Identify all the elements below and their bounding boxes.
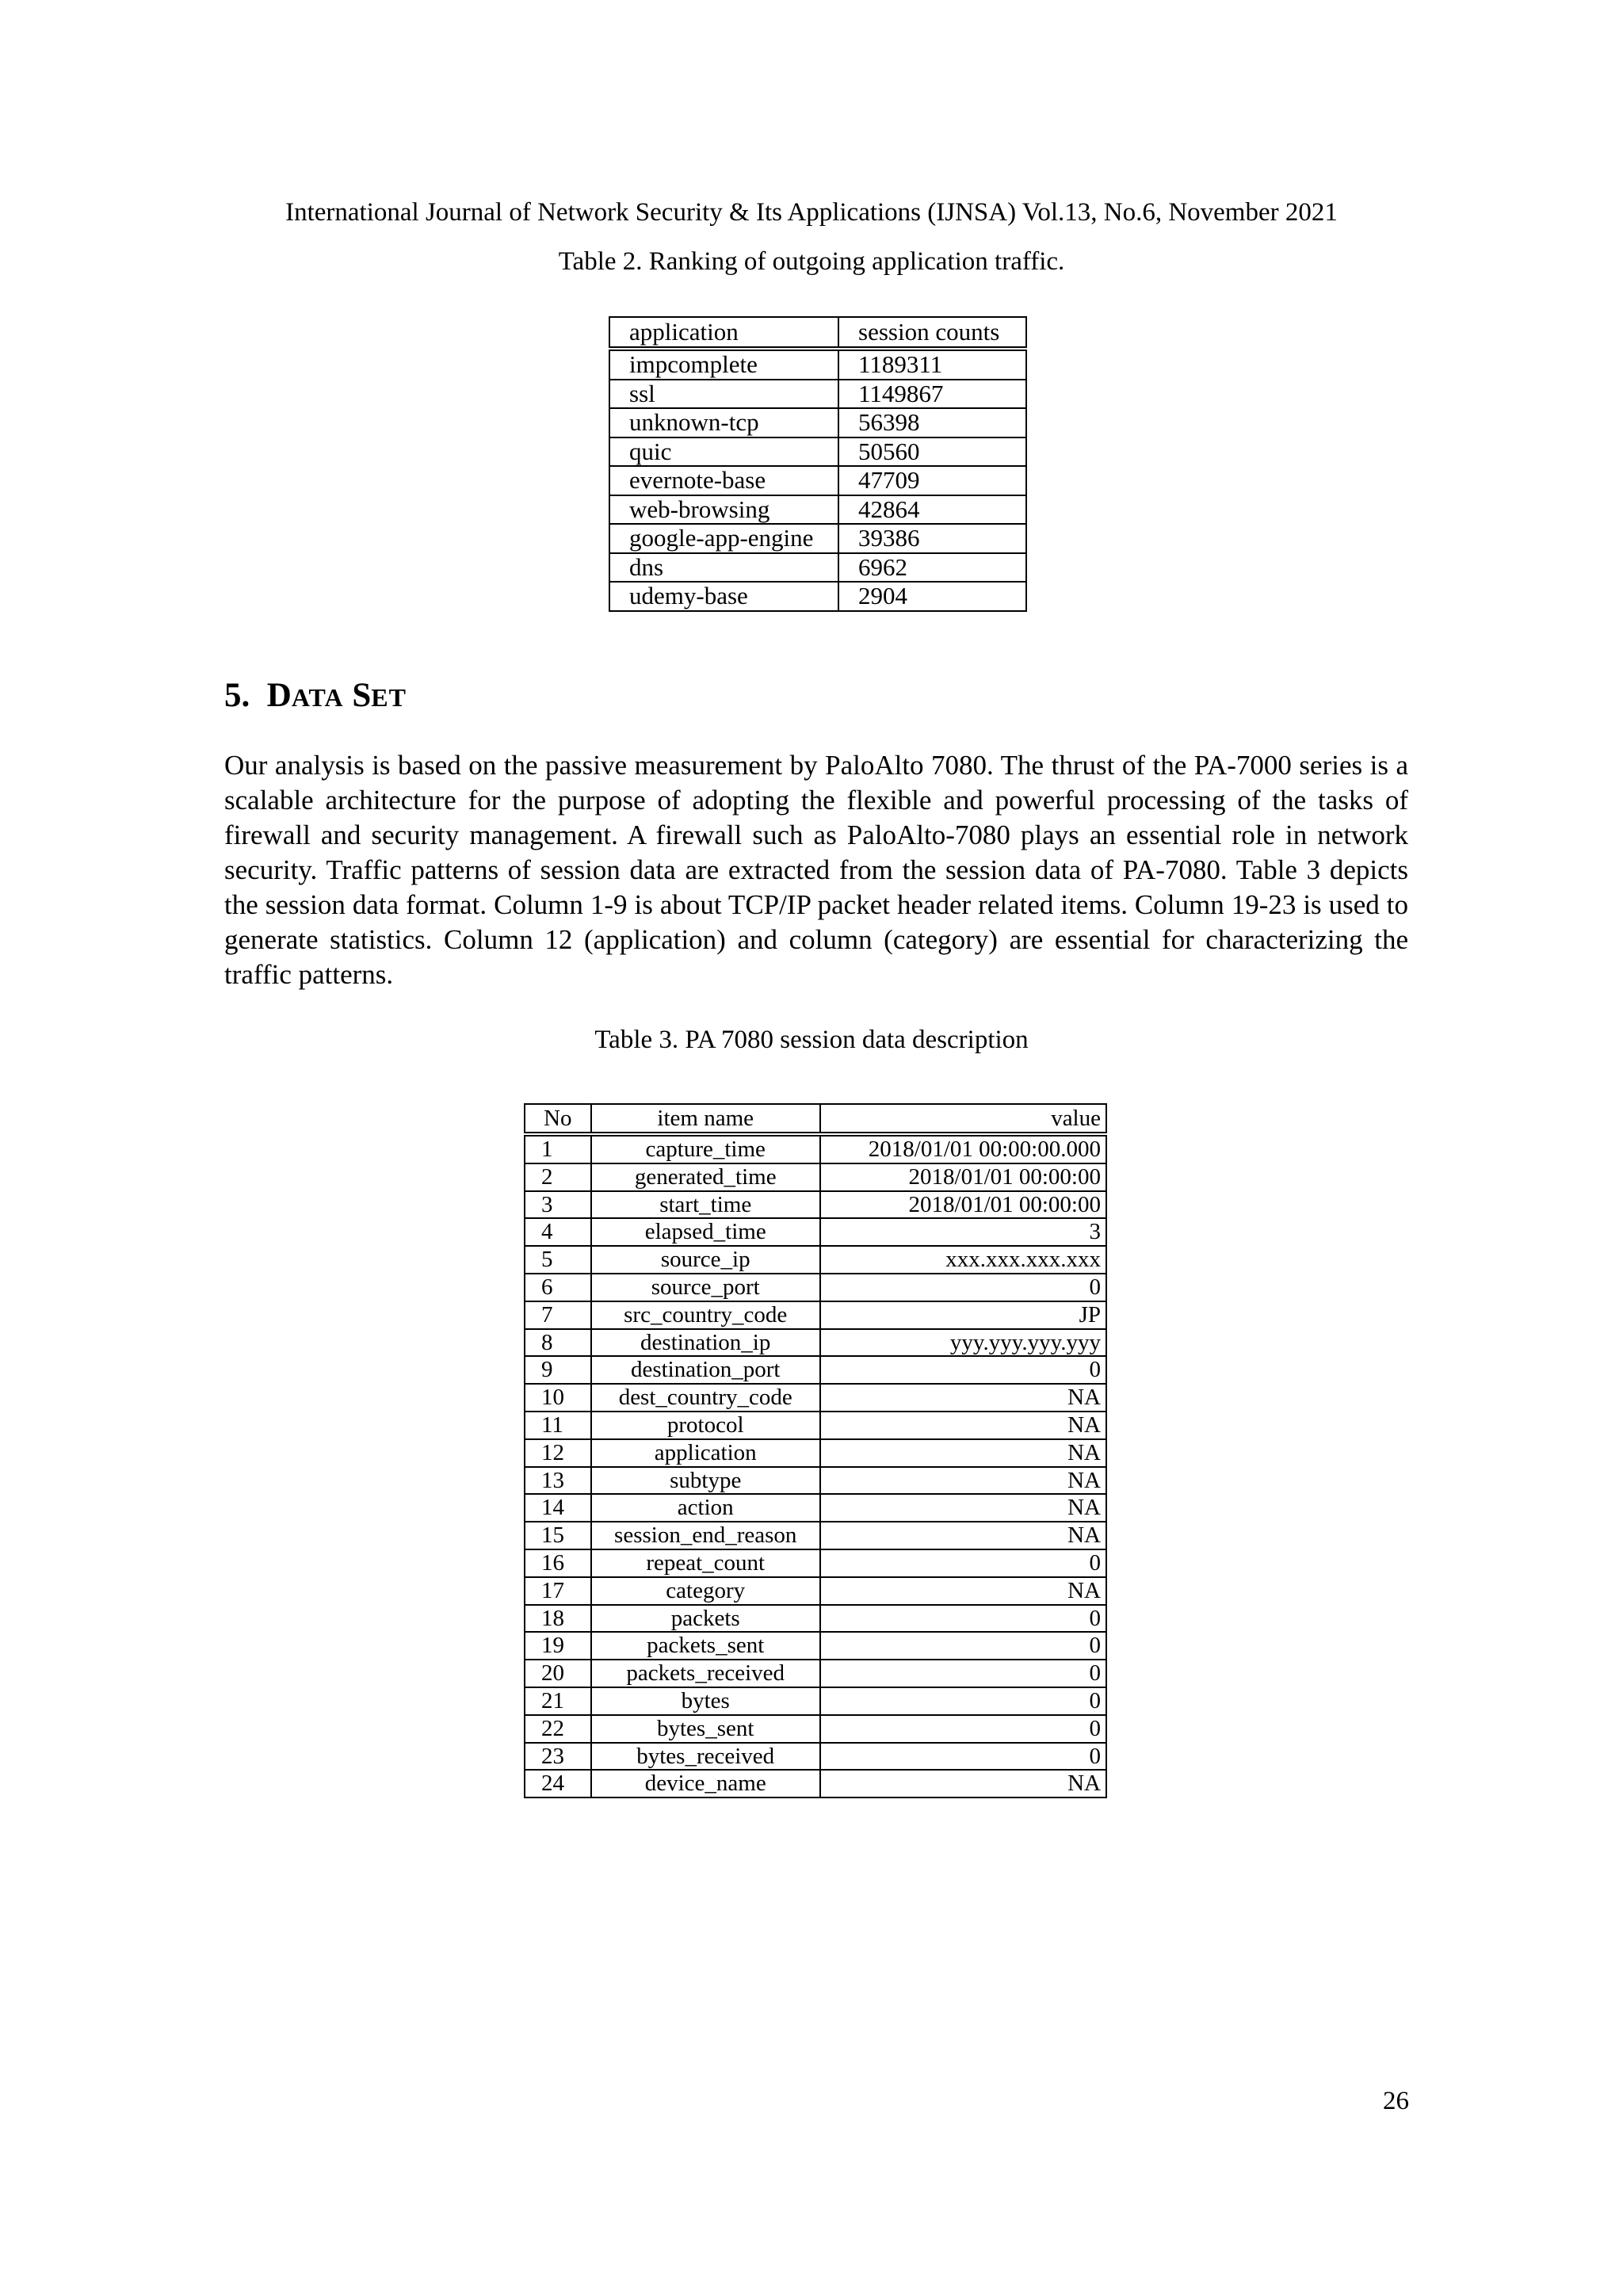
table3-cell-no: 15 [525, 1522, 591, 1549]
table3-cell-value: NA [820, 1439, 1106, 1467]
table-row [609, 408, 1026, 437]
section-title-rest-et: ET [371, 683, 407, 712]
table3-cell-no: 1 [525, 1134, 591, 1163]
table3-cell-value: 0 [820, 1632, 1106, 1660]
section-number: 5. [224, 677, 250, 714]
table3-caption: Table 3. PA 7080 session data description [594, 1026, 1029, 1054]
table2-body [609, 349, 1026, 611]
table3-header-item-name: item name [591, 1104, 820, 1134]
table-row [609, 349, 1026, 380]
table3-cell-item-name: protocol [591, 1412, 820, 1439]
table3-cell-item-name: packets_sent [591, 1632, 820, 1660]
table-row [525, 1191, 1106, 1219]
table3-cell-no: 9 [525, 1356, 591, 1384]
table3-cell-value: 0 [820, 1660, 1106, 1687]
table3-cell-value: 0 [820, 1605, 1106, 1633]
table3-cell-no: 16 [525, 1549, 591, 1577]
table-row [525, 1274, 1106, 1301]
table2-cell-session-count: 1149867 [838, 380, 1026, 409]
table3-cell-item-name: category [591, 1577, 820, 1605]
table3-cell-no: 8 [525, 1329, 591, 1357]
table3-cell-value: 0 [820, 1549, 1106, 1577]
table-row [609, 524, 1026, 553]
table3-cell-no: 19 [525, 1632, 591, 1660]
table3-cell-no: 20 [525, 1660, 591, 1687]
table3-cell-item-name: source_port [591, 1274, 820, 1301]
table3-cell-item-name: capture_time [591, 1134, 820, 1163]
table2-cell-session-count: 1189311 [838, 349, 1026, 380]
section-title [224, 674, 407, 720]
table3-cell-value: 0 [820, 1715, 1106, 1743]
table2-header-application: application [609, 317, 838, 349]
table2-cell-application: evernote-base [609, 466, 838, 495]
table3-cell-value: NA [820, 1522, 1106, 1549]
table3-cell-no: 17 [525, 1577, 591, 1605]
table3-cell-no: 21 [525, 1687, 591, 1715]
table3-cell-no: 2 [525, 1163, 591, 1191]
table3-cell-item-name: packets_received [591, 1660, 820, 1687]
table-row [525, 1770, 1106, 1797]
table-row [525, 1660, 1106, 1687]
table2-cell-application: web-browsing [609, 495, 838, 525]
table-row [525, 1632, 1106, 1660]
table2-cell-application: impcomplete [609, 349, 838, 380]
table3-cell-value: NA [820, 1412, 1106, 1439]
table2-cell-application: google-app-engine [609, 524, 838, 553]
table2-cell-session-count: 56398 [838, 408, 1026, 437]
table3-cell-value: 0 [820, 1743, 1106, 1771]
table3-cell-no: 23 [525, 1743, 591, 1771]
table3-session-data-description [524, 1103, 1107, 1798]
table-row [525, 1218, 1106, 1246]
table2-cell-session-count: 39386 [838, 524, 1026, 553]
table3-cell-item-name: packets [591, 1605, 820, 1633]
table-row [525, 1549, 1106, 1577]
table3-cell-no: 11 [525, 1412, 591, 1439]
page-number: 26 [1383, 2087, 1409, 2115]
table3-cell-no: 5 [525, 1246, 591, 1274]
table3-cell-value: JP [820, 1301, 1106, 1329]
table3-cell-value: 0 [820, 1687, 1106, 1715]
table3-cell-value: xxx.xxx.xxx.xxx [820, 1246, 1106, 1274]
table3-cell-no: 10 [525, 1384, 591, 1412]
table2-cell-application: unknown-tcp [609, 408, 838, 437]
table2-cell-session-count: 47709 [838, 466, 1026, 495]
table-row [525, 1467, 1106, 1495]
table2-cell-application: udemy-base [609, 582, 838, 611]
table3-cell-value: yyy.yyy.yyy.yyy [820, 1329, 1106, 1357]
table-row [525, 1687, 1106, 1715]
table-row [525, 1412, 1106, 1439]
table3-cell-item-name: bytes_sent [591, 1715, 820, 1743]
table3-cell-item-name: src_country_code [591, 1301, 820, 1329]
body-paragraph: Our analysis is based on the passive measurement by PaloAlto 7080. The thrust of the PA-7000 series is a scalable architecture for the purpose of adopting the flexible and powerful processing of the tasks of firewall and security management. A firewall such as PaloAlto-7080 plays an essential role in network security. Traffic patterns of session data are extracted from the session data of PA-7080. Table 3 depicts the session data format. Column 1-9 is about TCP/IP packet header related items. Column 19-23 is used to generate statistics. Column 12 (application) and column (category) are essential for characterizing the traffic patterns. [224, 750, 1408, 990]
table-row [525, 1384, 1106, 1412]
table3-body [525, 1134, 1106, 1797]
table3-cell-value: NA [820, 1494, 1106, 1522]
table3-cell-item-name: dest_country_code [591, 1384, 820, 1412]
table-row [525, 1494, 1106, 1522]
table3-cell-value: 0 [820, 1274, 1106, 1301]
table3-cell-item-name: action [591, 1494, 820, 1522]
table2-header-row [609, 317, 1026, 349]
journal-header: International Journal of Network Security & Its Applications (IJNSA) Vol.13, No.6, November 2021 [285, 198, 1338, 227]
table3-cell-item-name: elapsed_time [591, 1218, 820, 1246]
table-row [525, 1522, 1106, 1549]
table-row [609, 495, 1026, 525]
table3-header-row [525, 1104, 1106, 1134]
table-row [525, 1605, 1106, 1633]
table2-cell-session-count: 50560 [838, 437, 1026, 467]
table3-cell-value: NA [820, 1770, 1106, 1797]
table2-cell-session-count: 6962 [838, 553, 1026, 583]
table3-cell-no: 3 [525, 1191, 591, 1219]
table3-cell-value: 2018/01/01 00:00:00 [820, 1163, 1106, 1191]
table3-cell-item-name: session_end_reason [591, 1522, 820, 1549]
table-row [525, 1356, 1106, 1384]
table3-cell-item-name: source_ip [591, 1246, 820, 1274]
table2-caption: Table 2. Ranking of outgoing application traffic. [558, 247, 1065, 276]
table3-cell-no: 6 [525, 1274, 591, 1301]
table3-cell-item-name: subtype [591, 1467, 820, 1495]
table3-cell-item-name: repeat_count [591, 1549, 820, 1577]
table-row [525, 1577, 1106, 1605]
section-title-rest-ata: ATA [291, 683, 344, 712]
table3-header-value: value [820, 1104, 1106, 1134]
section-title-initial-s: S [352, 677, 372, 714]
table2-cell-application: ssl [609, 380, 838, 409]
table3-cell-no: 4 [525, 1218, 591, 1246]
table2-cell-application: quic [609, 437, 838, 467]
table-row [609, 553, 1026, 583]
table-row [525, 1715, 1106, 1743]
table3-cell-no: 7 [525, 1301, 591, 1329]
table2-cell-session-count: 2904 [838, 582, 1026, 611]
table3-cell-value: NA [820, 1384, 1106, 1412]
table3-cell-no: 22 [525, 1715, 591, 1743]
table-row [609, 380, 1026, 409]
table3-header-no: No [525, 1104, 591, 1134]
table3-cell-value: NA [820, 1467, 1106, 1495]
table3-cell-item-name: bytes [591, 1687, 820, 1715]
table-row [525, 1439, 1106, 1467]
table3-cell-no: 24 [525, 1770, 591, 1797]
table3-cell-value: 2018/01/01 00:00:00.000 [820, 1134, 1106, 1163]
table-row [525, 1301, 1106, 1329]
table-row [525, 1329, 1106, 1357]
table-row [525, 1246, 1106, 1274]
table3-cell-value: 0 [820, 1356, 1106, 1384]
table-row [525, 1134, 1106, 1163]
table-row [609, 582, 1026, 611]
table-row [609, 466, 1026, 495]
table3-cell-item-name: application [591, 1439, 820, 1467]
table-row [609, 437, 1026, 467]
table2-cell-application: dns [609, 553, 838, 583]
table3-cell-item-name: destination_port [591, 1356, 820, 1384]
table3-cell-item-name: start_time [591, 1191, 820, 1219]
table-row [525, 1163, 1106, 1191]
section-title-initial-d: D [266, 677, 292, 714]
table2-cell-session-count: 42864 [838, 495, 1026, 525]
table3-cell-no: 13 [525, 1467, 591, 1495]
table3-cell-item-name: generated_time [591, 1163, 820, 1191]
table3-cell-no: 12 [525, 1439, 591, 1467]
table3-cell-no: 18 [525, 1605, 591, 1633]
table3-cell-no: 14 [525, 1494, 591, 1522]
table3-cell-item-name: destination_ip [591, 1329, 820, 1357]
table2-application-ranking [609, 316, 1027, 612]
table-row [525, 1743, 1106, 1771]
table3-cell-value: 3 [820, 1218, 1106, 1246]
table3-cell-value: NA [820, 1577, 1106, 1605]
table3-cell-item-name: bytes_received [591, 1743, 820, 1771]
table3-cell-value: 2018/01/01 00:00:00 [820, 1191, 1106, 1219]
table3-cell-item-name: device_name [591, 1770, 820, 1797]
table2-header-session-counts: session counts [838, 317, 1026, 349]
